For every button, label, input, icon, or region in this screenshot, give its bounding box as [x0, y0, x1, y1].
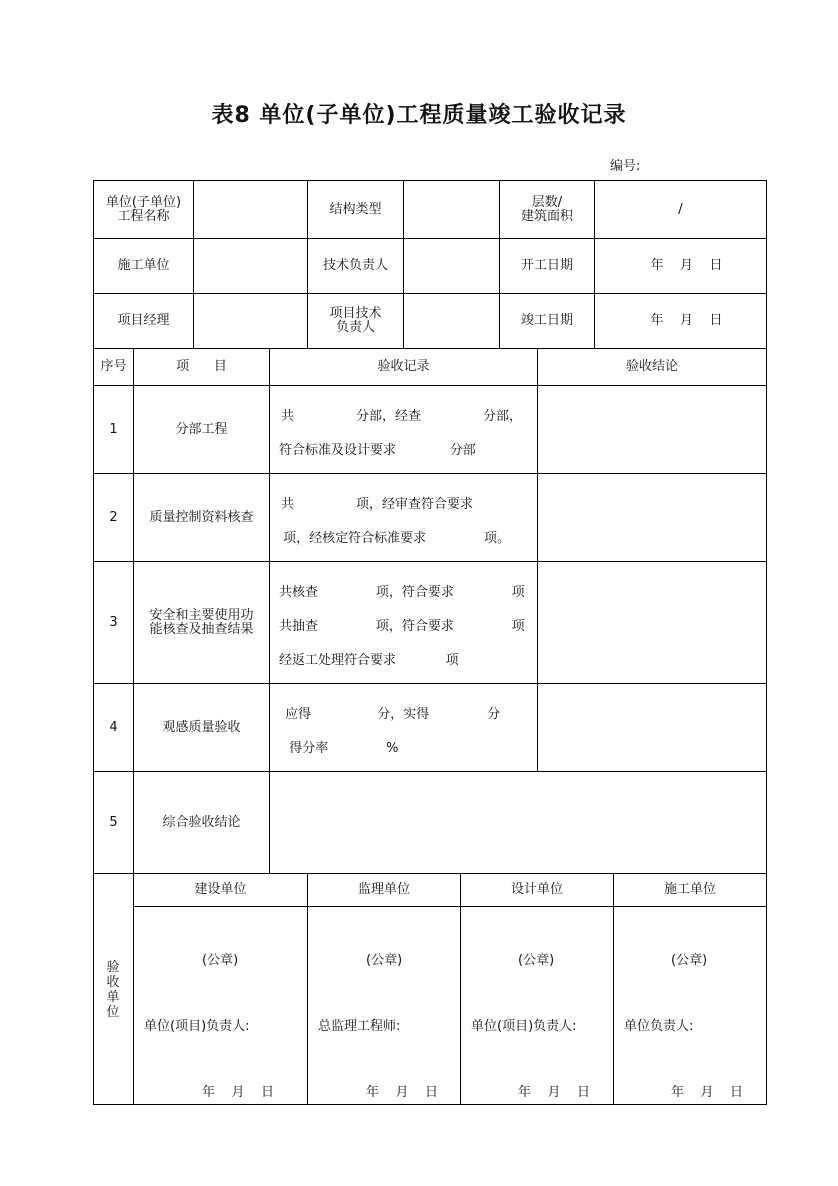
serial-number-label: 编号: [610, 159, 641, 174]
unit-construction-date: 年 月 日 [202, 1085, 275, 1100]
unit-contractor-seal: (公章) [671, 953, 708, 968]
row-1-conclusion[interactable] [538, 386, 766, 473]
project-name-value[interactable] [194, 181, 307, 238]
row-5-no: 5 [109, 814, 118, 830]
row-3-record-line-1: 共核查 项，符合要求 项 [279, 585, 525, 600]
row-4-record-line-2: 得分率 % [281, 741, 399, 756]
row-2-record-line-1: 共 项，经审查符合要求 [281, 497, 473, 512]
project-name-label-line-1: 单位(子单位) [105, 194, 182, 210]
unit-construction-signer: 单位(项目)负责人: [144, 1019, 250, 1034]
row-3-item-line-2: 能核查及抽查结果 [149, 621, 254, 637]
unit-supervision-name: 监理单位 [357, 882, 410, 897]
tech-lead-value[interactable] [404, 239, 499, 293]
header-record: 验收记录 [377, 359, 430, 374]
structure-type-label: 结构类型 [329, 201, 382, 217]
column-divider [307, 873, 308, 1104]
project-tech-lead-label [308, 294, 403, 348]
floors-area-value[interactable]: / [678, 201, 683, 217]
unit-construction-seal: (公章) [202, 953, 239, 968]
row-3-item [134, 562, 269, 683]
table-border-bottom [93, 1104, 767, 1105]
row-3-record-line-3: 经返工处理符合要求 项 [279, 653, 459, 668]
unit-design-signer: 单位(项目)负责人: [471, 1019, 577, 1034]
project-name-label-line-2: 工程名称 [117, 208, 170, 224]
project-manager-value[interactable] [194, 294, 307, 348]
unit-design-seal: (公章) [518, 953, 555, 968]
row-1-record-line-2: 符合标准及设计要求 分部 [279, 443, 476, 458]
row-2-conclusion[interactable] [538, 474, 766, 561]
unit-contractor-name: 施工单位 [663, 882, 716, 897]
start-date-value[interactable]: 年 月 日 [650, 258, 723, 273]
project-manager-label: 项目经理 [117, 313, 170, 328]
header-item: 项 目 [176, 359, 227, 374]
acceptance-side-char: 收 [106, 975, 120, 990]
unit-design-date: 年 月 日 [518, 1085, 591, 1100]
row-5-item: 综合验收结论 [162, 814, 241, 830]
row-2-record-line-2: 项，经核定符合标准要求 项。 [279, 531, 510, 546]
structure-type-value[interactable] [404, 181, 499, 238]
floors-area-label-line-1: 层数/ [531, 194, 563, 210]
row-4-conclusion[interactable] [538, 684, 766, 771]
unit-design-name: 设计单位 [510, 882, 563, 897]
floors-area-label-line-2: 建筑面积 [520, 208, 573, 224]
unit-contractor-signer: 单位负责人: [624, 1019, 694, 1034]
project-name-label [94, 181, 193, 238]
end-date-label: 竣工日期 [520, 313, 573, 328]
row-4-item: 观感质量验收 [162, 719, 241, 735]
row-5-conclusion[interactable] [270, 772, 766, 873]
project-tech-lead-label-line-2: 负责人 [335, 320, 375, 335]
floors-area-label [500, 181, 594, 238]
page-title: 表8 单位(子单位)工程质量竣工验收记录 [211, 103, 627, 128]
project-tech-lead-value[interactable] [404, 294, 499, 348]
unit-supervision-date: 年 月 日 [366, 1085, 439, 1100]
row-divider [133, 906, 767, 907]
row-3-record-line-2: 共抽查 项，符合要求 项 [279, 619, 525, 634]
row-1-item: 分部工程 [175, 421, 228, 437]
header-no: 序号 [100, 359, 127, 374]
tech-lead-label: 技术负责人 [322, 258, 388, 273]
row-4-no: 4 [109, 719, 118, 735]
header-conclusion: 验收结论 [625, 359, 678, 374]
row-2-no: 2 [109, 509, 118, 525]
start-date-label: 开工日期 [520, 258, 573, 273]
row-1-no: 1 [109, 421, 118, 437]
unit-construction-name: 建设单位 [194, 882, 247, 897]
row-2-item: 质量控制资料核查 [149, 509, 254, 525]
row-1-record-line-1: 共 分部，经查 分部， [281, 409, 522, 424]
column-divider [460, 873, 461, 1104]
row-3-no: 3 [109, 614, 118, 630]
acceptance-side-char: 位 [106, 1005, 120, 1020]
row-3-item-line-1: 安全和主要使用功 [149, 607, 254, 623]
row-3-conclusion[interactable] [538, 562, 766, 683]
column-divider [613, 873, 614, 1104]
acceptance-side-char: 验 [106, 960, 120, 975]
contractor-value[interactable] [194, 239, 307, 293]
table-border-right [766, 180, 767, 1104]
acceptance-side-char: 单 [106, 990, 120, 1005]
contractor-label: 施工单位 [117, 258, 170, 273]
unit-contractor-date: 年 月 日 [671, 1085, 744, 1100]
row-4-record-line-1: 应得 分，实得 分 [281, 707, 501, 722]
unit-supervision-seal: (公章) [366, 953, 403, 968]
project-tech-lead-label-line-1: 项目技术 [329, 306, 382, 321]
acceptance-side-label [105, 960, 121, 1020]
end-date-value[interactable]: 年 月 日 [650, 313, 723, 328]
unit-supervision-signer: 总监理工程师: [318, 1019, 401, 1034]
